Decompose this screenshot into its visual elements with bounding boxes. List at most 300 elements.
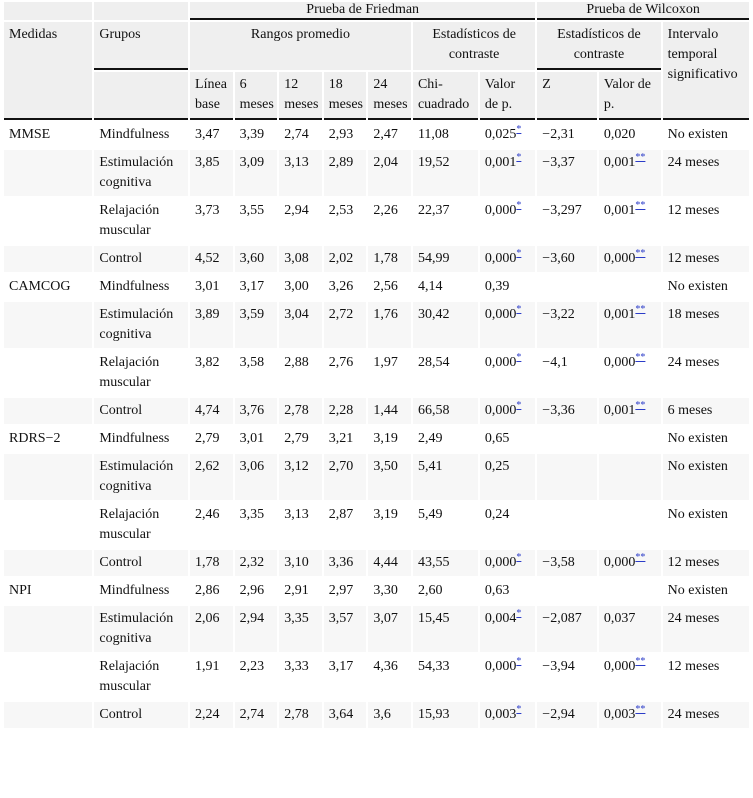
significance-marker[interactable]: ** bbox=[635, 200, 646, 211]
wilcoxon-p-cell bbox=[599, 350, 661, 396]
measure-cell bbox=[4, 350, 92, 396]
m24-cell-text: 4,44 bbox=[373, 555, 398, 570]
m18-cell bbox=[324, 122, 367, 148]
m12-cell-text: 3,12 bbox=[284, 459, 309, 474]
m6-cell bbox=[235, 578, 278, 604]
m12-cell bbox=[279, 702, 322, 728]
chi-cell bbox=[413, 606, 478, 652]
p-value-cell-text: 0,000 bbox=[484, 307, 517, 322]
col-6-meses: 6 meses bbox=[235, 72, 278, 120]
m24-cell bbox=[368, 426, 411, 452]
linea-base-cell-text: 3,85 bbox=[195, 155, 220, 170]
interval-cell-text: No existen bbox=[667, 459, 728, 474]
group-cell bbox=[94, 702, 188, 728]
measure-cell bbox=[4, 654, 92, 700]
group-cell-text: Estimulación cognitiva bbox=[99, 155, 174, 190]
linea-base-cell-text: 3,47 bbox=[195, 127, 220, 142]
z-cell bbox=[537, 274, 597, 300]
m18-cell bbox=[324, 654, 367, 700]
m6-cell-text: 3,17 bbox=[239, 279, 265, 294]
z-cell bbox=[537, 150, 597, 196]
m6-cell-text: 3,39 bbox=[239, 127, 265, 142]
z-cell bbox=[537, 550, 597, 576]
p-value-cell-text: 0,25 bbox=[484, 459, 510, 474]
interval-cell bbox=[663, 350, 749, 396]
linea-base-cell bbox=[190, 122, 233, 148]
wilcoxon-p-cell bbox=[599, 502, 661, 548]
m24-cell-text: 2,56 bbox=[373, 279, 398, 294]
wilcoxon-stats-header: Estadísticos de contraste bbox=[537, 22, 660, 70]
m6-cell-text: 3,35 bbox=[239, 507, 265, 522]
header-blank-2 bbox=[94, 2, 188, 20]
interval-cell-text: 24 meses bbox=[667, 155, 720, 170]
p-value-cell-text: 0,000 bbox=[484, 555, 517, 570]
group-cell bbox=[94, 150, 188, 196]
significance-marker[interactable]: * bbox=[516, 304, 522, 315]
p-value-cell bbox=[480, 454, 535, 500]
z-cell-text: −2,31 bbox=[542, 127, 575, 142]
z-cell bbox=[537, 350, 597, 396]
m6-cell bbox=[235, 198, 278, 244]
z-cell-text: −2,087 bbox=[542, 611, 582, 626]
significance-marker[interactable]: ** bbox=[635, 656, 646, 667]
chi-cell-text: 5,41 bbox=[417, 459, 443, 474]
linea-base-cell-text: 2,62 bbox=[195, 459, 220, 474]
table-row bbox=[4, 150, 749, 196]
m6-cell bbox=[235, 454, 278, 500]
m6-cell-text: 3,59 bbox=[239, 307, 265, 322]
m24-cell-text: 1,76 bbox=[373, 307, 398, 322]
table-row bbox=[4, 246, 749, 272]
interval-cell bbox=[663, 654, 749, 700]
measure-cell bbox=[4, 578, 92, 604]
friedman-header: Prueba de Friedman bbox=[190, 2, 535, 20]
measure-cell bbox=[4, 398, 92, 424]
m24-cell-text: 3,19 bbox=[373, 431, 398, 446]
m18-cell bbox=[324, 302, 367, 348]
m12-cell bbox=[279, 302, 322, 348]
linea-base-cell-text: 4,52 bbox=[195, 251, 220, 266]
chi-cell bbox=[413, 274, 478, 300]
group-cell bbox=[94, 654, 188, 700]
m18-cell-text: 3,26 bbox=[328, 279, 354, 294]
chi-cell bbox=[413, 502, 478, 548]
interval-cell-text: 24 meses bbox=[667, 355, 720, 370]
interval-cell-text: 12 meses bbox=[667, 659, 720, 674]
significance-marker[interactable]: ** bbox=[635, 304, 646, 315]
p-value-cell-text: 0,000 bbox=[484, 355, 517, 370]
chi-cell bbox=[413, 578, 478, 604]
m12-cell-text: 3,10 bbox=[284, 555, 309, 570]
chi-cell-text: 15,93 bbox=[417, 707, 450, 722]
m12-cell bbox=[279, 122, 322, 148]
group-cell bbox=[94, 122, 188, 148]
significance-marker[interactable]: * bbox=[516, 552, 522, 563]
chi-cell-text: 54,33 bbox=[417, 659, 450, 674]
z-cell-text: −3,37 bbox=[542, 155, 575, 170]
measure-cell bbox=[4, 122, 92, 148]
group-cell bbox=[94, 398, 188, 424]
m6-cell bbox=[235, 122, 278, 148]
p-value-cell bbox=[480, 502, 535, 548]
m12-cell-text: 2,78 bbox=[284, 707, 309, 722]
linea-base-cell-text: 3,82 bbox=[195, 355, 220, 370]
linea-base-cell bbox=[190, 426, 233, 452]
z-cell bbox=[537, 246, 597, 272]
group-cell bbox=[94, 502, 188, 548]
m18-cell-text: 2,87 bbox=[328, 507, 354, 522]
col-12-meses: 12 meses bbox=[279, 72, 322, 120]
significance-marker[interactable]: * bbox=[516, 200, 522, 211]
wilcoxon-p-cell-text: 0,000 bbox=[603, 659, 636, 674]
m12-cell-text: 3,04 bbox=[284, 307, 309, 322]
col-valor-p-wilcoxon: Valor de p. bbox=[599, 72, 661, 120]
p-value-cell-text: 0,24 bbox=[484, 507, 510, 522]
group-cell-text: Estimulación cognitiva bbox=[99, 459, 174, 494]
intervalo-header: Intervalo temporal significativo bbox=[663, 22, 749, 120]
m12-cell-text: 3,33 bbox=[284, 659, 309, 674]
m6-cell bbox=[235, 702, 278, 728]
interval-cell-text: No existen bbox=[667, 583, 728, 598]
grupos-sub-blank bbox=[94, 72, 188, 120]
z-cell-text: −3,60 bbox=[542, 251, 575, 266]
m18-cell bbox=[324, 398, 367, 424]
wilcoxon-p-cell-text: 0,000 bbox=[603, 555, 636, 570]
linea-base-cell bbox=[190, 398, 233, 424]
m18-cell bbox=[324, 502, 367, 548]
p-value-cell bbox=[480, 122, 535, 148]
m6-cell-text: 3,58 bbox=[239, 355, 265, 370]
interval-cell-text: 24 meses bbox=[667, 707, 720, 722]
interval-cell bbox=[663, 198, 749, 244]
z-cell-text: −3,22 bbox=[542, 307, 575, 322]
m18-cell-text: 2,53 bbox=[328, 203, 354, 218]
group-cell bbox=[94, 350, 188, 396]
measure-cell bbox=[4, 550, 92, 576]
linea-base-cell bbox=[190, 246, 233, 272]
wilcoxon-p-cell-text: 0,001 bbox=[603, 403, 636, 418]
chi-cell bbox=[413, 426, 478, 452]
m24-cell-text: 3,6 bbox=[373, 707, 391, 722]
col-valor-p: Valor de p. bbox=[480, 72, 535, 120]
grupos-header: Grupos bbox=[94, 22, 188, 70]
medidas-header: Medidas bbox=[4, 22, 92, 120]
z-cell-text: −2,94 bbox=[542, 707, 575, 722]
chi-cell bbox=[413, 150, 478, 196]
measure-cell bbox=[4, 702, 92, 728]
wilcoxon-p-cell bbox=[599, 246, 661, 272]
chi-cell-text: 5,49 bbox=[417, 507, 443, 522]
p-value-cell-text: 0,39 bbox=[484, 279, 510, 294]
interval-cell bbox=[663, 606, 749, 652]
chi-cell bbox=[413, 350, 478, 396]
interval-cell-text: 24 meses bbox=[667, 611, 720, 626]
interval-cell-text: 18 meses bbox=[667, 307, 720, 322]
m12-cell bbox=[279, 350, 322, 396]
m18-cell bbox=[324, 454, 367, 500]
m6-cell bbox=[235, 426, 278, 452]
linea-base-cell-text: 4,74 bbox=[195, 403, 220, 418]
group-cell bbox=[94, 302, 188, 348]
linea-base-cell-text: 3,89 bbox=[195, 307, 220, 322]
interval-cell bbox=[663, 274, 749, 300]
m24-cell-text: 1,44 bbox=[373, 403, 398, 418]
linea-base-cell-text: 2,06 bbox=[195, 611, 220, 626]
linea-base-cell bbox=[190, 150, 233, 196]
z-cell bbox=[537, 398, 597, 424]
significance-marker[interactable]: * bbox=[516, 704, 522, 715]
m6-cell bbox=[235, 274, 278, 300]
chi-cell bbox=[413, 198, 478, 244]
chi-cell bbox=[413, 702, 478, 728]
table-row bbox=[4, 350, 749, 396]
linea-base-cell-text: 2,24 bbox=[195, 707, 220, 722]
m6-cell bbox=[235, 350, 278, 396]
linea-base-cell bbox=[190, 454, 233, 500]
m24-cell bbox=[368, 150, 411, 196]
m24-cell-text: 1,97 bbox=[373, 355, 398, 370]
chi-cell-text: 4,14 bbox=[417, 279, 443, 294]
linea-base-cell-text: 3,73 bbox=[195, 203, 220, 218]
z-cell bbox=[537, 654, 597, 700]
table-row bbox=[4, 274, 749, 300]
m24-cell bbox=[368, 502, 411, 548]
wilcoxon-p-cell bbox=[599, 122, 661, 148]
m18-cell-text: 3,57 bbox=[328, 611, 354, 626]
measure-cell bbox=[4, 198, 92, 244]
wilcoxon-p-cell-text: 0,020 bbox=[603, 127, 636, 142]
chi-cell bbox=[413, 122, 478, 148]
m18-cell bbox=[324, 246, 367, 272]
group-cell-text: Relajación muscular bbox=[99, 355, 160, 390]
linea-base-cell bbox=[190, 550, 233, 576]
measure-cell-text: MMSE bbox=[9, 127, 51, 142]
p-value-cell bbox=[480, 274, 535, 300]
measure-cell bbox=[4, 454, 92, 500]
p-value-cell bbox=[480, 702, 535, 728]
table-row bbox=[4, 578, 749, 604]
group-cell bbox=[94, 198, 188, 244]
wilcoxon-header: Prueba de Wilcoxon bbox=[537, 2, 749, 20]
linea-base-cell-text: 3,01 bbox=[195, 279, 220, 294]
p-value-cell bbox=[480, 198, 535, 244]
significance-marker[interactable]: ** bbox=[635, 152, 646, 163]
chi-cell-text: 19,52 bbox=[417, 155, 450, 170]
chi-cell-text: 15,45 bbox=[417, 611, 450, 626]
interval-cell bbox=[663, 150, 749, 196]
measure-cell bbox=[4, 606, 92, 652]
significance-marker[interactable]: * bbox=[516, 400, 522, 411]
chi-cell-text: 43,55 bbox=[417, 555, 450, 570]
chi-cell bbox=[413, 302, 478, 348]
m12-cell bbox=[279, 654, 322, 700]
m24-cell bbox=[368, 550, 411, 576]
group-cell-text: Estimulación cognitiva bbox=[99, 307, 174, 342]
m18-cell bbox=[324, 426, 367, 452]
interval-cell bbox=[663, 454, 749, 500]
m18-cell-text: 3,64 bbox=[328, 707, 354, 722]
rangos-header: Rangos promedio bbox=[190, 22, 411, 70]
interval-cell-text: 12 meses bbox=[667, 555, 720, 570]
group-cell-text: Mindfulness bbox=[99, 279, 170, 294]
m24-cell bbox=[368, 654, 411, 700]
p-value-cell bbox=[480, 398, 535, 424]
m6-cell-text: 2,94 bbox=[239, 611, 265, 626]
table-row bbox=[4, 550, 749, 576]
wilcoxon-p-cell bbox=[599, 606, 661, 652]
m18-cell-text: 2,89 bbox=[328, 155, 354, 170]
wilcoxon-p-cell-text: 0,037 bbox=[603, 611, 636, 626]
interval-cell bbox=[663, 502, 749, 548]
m12-cell bbox=[279, 578, 322, 604]
interval-cell-text: No existen bbox=[667, 431, 728, 446]
significance-marker[interactable]: * bbox=[516, 124, 522, 135]
interval-cell bbox=[663, 550, 749, 576]
table-row bbox=[4, 454, 749, 500]
chi-cell-text: 28,54 bbox=[417, 355, 450, 370]
m18-cell bbox=[324, 150, 367, 196]
table-row bbox=[4, 654, 749, 700]
linea-base-cell bbox=[190, 502, 233, 548]
m12-cell-text: 3,00 bbox=[284, 279, 309, 294]
linea-base-cell-text: 1,91 bbox=[195, 659, 220, 674]
m6-cell bbox=[235, 654, 278, 700]
chi-cell-text: 2,60 bbox=[417, 583, 443, 598]
col-18-meses: 18 meses bbox=[324, 72, 367, 120]
chi-cell-text: 30,42 bbox=[417, 307, 450, 322]
interval-cell-text: No existen bbox=[667, 127, 728, 142]
z-cell bbox=[537, 122, 597, 148]
p-value-cell-text: 0,000 bbox=[484, 659, 517, 674]
m24-cell bbox=[368, 578, 411, 604]
wilcoxon-p-cell-text: 0,001 bbox=[603, 307, 636, 322]
m24-cell bbox=[368, 198, 411, 244]
group-cell-text: Relajación muscular bbox=[99, 203, 160, 238]
chi-cell bbox=[413, 398, 478, 424]
interval-cell bbox=[663, 246, 749, 272]
group-cell-text: Mindfulness bbox=[99, 431, 170, 446]
header-blank-1 bbox=[4, 2, 92, 20]
m12-cell bbox=[279, 606, 322, 652]
p-value-cell-text: 0,003 bbox=[484, 707, 517, 722]
interval-cell bbox=[663, 426, 749, 452]
m12-cell bbox=[279, 550, 322, 576]
m18-cell-text: 2,02 bbox=[328, 251, 354, 266]
m24-cell-text: 3,19 bbox=[373, 507, 398, 522]
m12-cell-text: 2,88 bbox=[284, 355, 309, 370]
z-cell-text: −3,58 bbox=[542, 555, 575, 570]
m12-cell bbox=[279, 198, 322, 244]
z-cell bbox=[537, 454, 597, 500]
p-value-cell bbox=[480, 578, 535, 604]
measure-cell bbox=[4, 426, 92, 452]
linea-base-cell bbox=[190, 198, 233, 244]
m24-cell-text: 3,30 bbox=[373, 583, 398, 598]
significance-marker[interactable]: * bbox=[516, 656, 522, 667]
table-row bbox=[4, 122, 749, 148]
m6-cell-text: 3,76 bbox=[239, 403, 265, 418]
chi-cell-text: 66,58 bbox=[417, 403, 450, 418]
m18-cell-text: 3,17 bbox=[328, 659, 354, 674]
wilcoxon-p-cell bbox=[599, 654, 661, 700]
group-cell-text: Control bbox=[99, 555, 143, 570]
significance-marker[interactable]: * bbox=[516, 152, 522, 163]
z-cell bbox=[537, 426, 597, 452]
linea-base-cell bbox=[190, 274, 233, 300]
p-value-cell bbox=[480, 150, 535, 196]
m18-cell-text: 3,21 bbox=[328, 431, 354, 446]
group-cell-text: Control bbox=[99, 707, 143, 722]
measure-cell bbox=[4, 274, 92, 300]
table-row bbox=[4, 702, 749, 728]
interval-cell-text: No existen bbox=[667, 507, 728, 522]
z-cell bbox=[537, 302, 597, 348]
linea-base-cell bbox=[190, 702, 233, 728]
significance-marker[interactable]: ** bbox=[635, 552, 646, 563]
measure-cell-text: CAMCOG bbox=[9, 279, 71, 294]
measure-cell bbox=[4, 246, 92, 272]
significance-marker[interactable]: ** bbox=[635, 400, 646, 411]
m12-cell-text: 3,13 bbox=[284, 507, 309, 522]
results-table bbox=[2, 0, 751, 730]
group-cell-text: Relajación muscular bbox=[99, 659, 160, 694]
significance-marker[interactable]: ** bbox=[635, 352, 646, 363]
table-row bbox=[4, 198, 749, 244]
p-value-cell-text: 0,025 bbox=[484, 127, 517, 142]
wilcoxon-p-cell-text: 0,001 bbox=[603, 155, 636, 170]
interval-cell bbox=[663, 398, 749, 424]
significance-marker[interactable]: * bbox=[516, 352, 522, 363]
wilcoxon-p-cell-text: 0,000 bbox=[603, 355, 636, 370]
m18-cell bbox=[324, 198, 367, 244]
p-value-cell-text: 0,004 bbox=[484, 611, 517, 626]
group-cell bbox=[94, 454, 188, 500]
group-cell-text: Estimulación cognitiva bbox=[99, 611, 174, 646]
m6-cell bbox=[235, 550, 278, 576]
wilcoxon-p-cell bbox=[599, 274, 661, 300]
significance-marker[interactable]: ** bbox=[635, 704, 646, 715]
p-value-cell-text: 0,000 bbox=[484, 203, 517, 218]
m6-cell bbox=[235, 150, 278, 196]
significance-marker[interactable]: * bbox=[516, 248, 522, 259]
m18-cell bbox=[324, 702, 367, 728]
group-cell-text: Relajación muscular bbox=[99, 507, 160, 542]
significance-marker[interactable]: ** bbox=[635, 248, 646, 259]
p-value-cell-text: 0,65 bbox=[484, 431, 510, 446]
m24-cell bbox=[368, 350, 411, 396]
linea-base-cell-text: 2,86 bbox=[195, 583, 220, 598]
group-cell bbox=[94, 550, 188, 576]
z-cell-text: −4,1 bbox=[542, 355, 568, 370]
m12-cell-text: 2,91 bbox=[284, 583, 309, 598]
linea-base-cell-text: 1,78 bbox=[195, 555, 220, 570]
m24-cell bbox=[368, 398, 411, 424]
linea-base-cell bbox=[190, 606, 233, 652]
chi-cell-text: 2,49 bbox=[417, 431, 443, 446]
linea-base-cell bbox=[190, 302, 233, 348]
measure-cell-text: NPI bbox=[9, 583, 32, 598]
m24-cell-text: 4,36 bbox=[373, 659, 398, 674]
m6-cell bbox=[235, 246, 278, 272]
p-value-cell bbox=[480, 550, 535, 576]
m12-cell bbox=[279, 502, 322, 548]
m6-cell-text: 2,32 bbox=[239, 555, 265, 570]
wilcoxon-p-cell bbox=[599, 702, 661, 728]
z-cell bbox=[537, 702, 597, 728]
significance-marker[interactable]: * bbox=[516, 608, 522, 619]
z-cell bbox=[537, 578, 597, 604]
m12-cell-text: 2,78 bbox=[284, 403, 309, 418]
